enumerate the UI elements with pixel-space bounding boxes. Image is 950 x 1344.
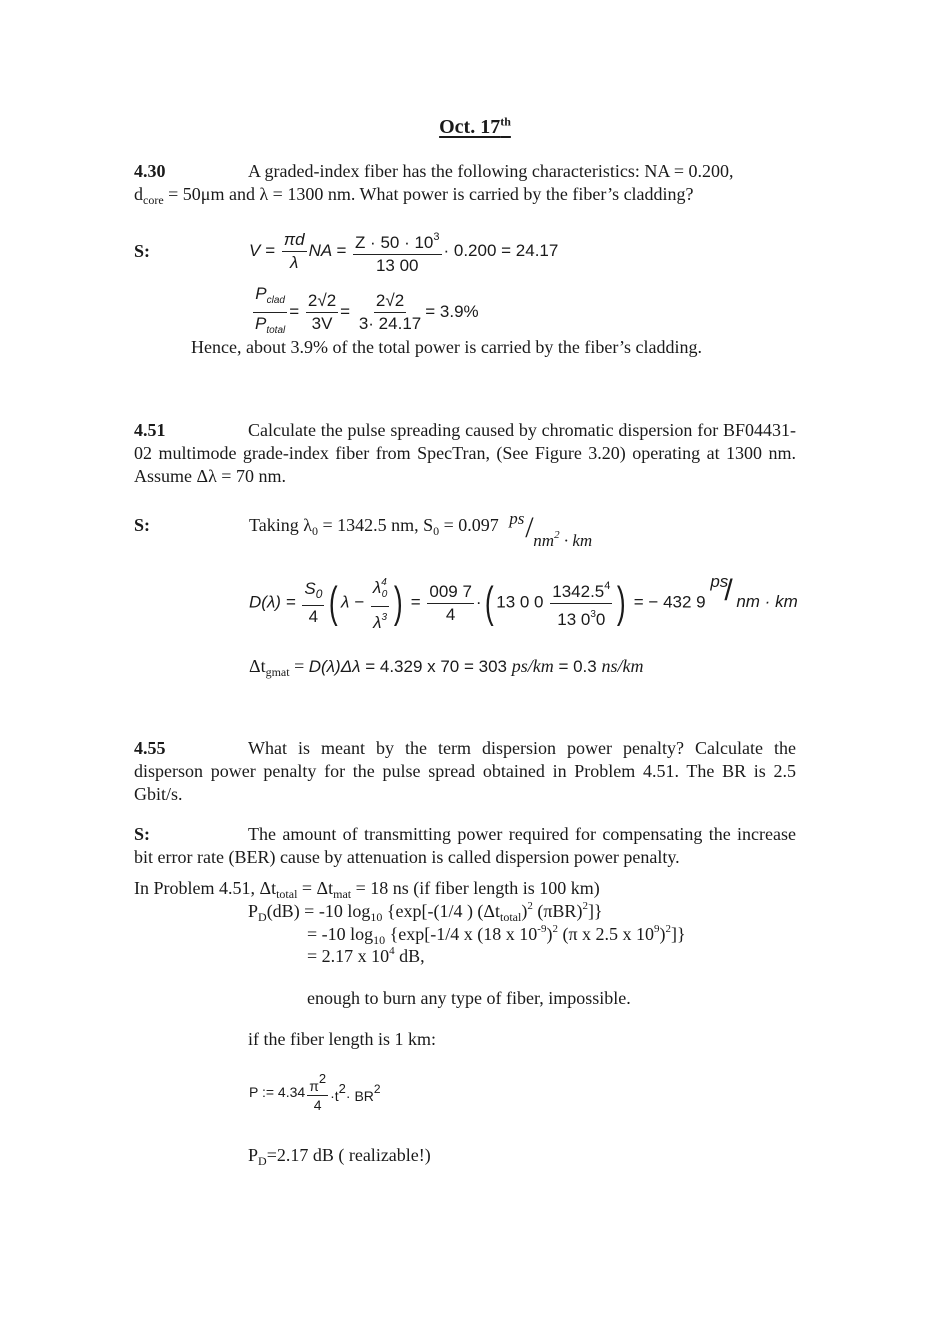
problem-number: 4.51 (134, 420, 166, 440)
text: ) (546, 924, 553, 944)
sub: 0 (381, 589, 388, 600)
text: = 2.17 x 10 (307, 946, 390, 966)
text: ) (659, 924, 666, 944)
sup: 2 (373, 1081, 381, 1096)
text: ps/km (511, 656, 554, 676)
pd-equation-line-1 (248, 900, 603, 925)
text: dB, (394, 946, 425, 966)
problem-4-51-statement (134, 419, 796, 488)
equals: = (289, 301, 300, 321)
solution-label: S: (134, 515, 151, 535)
equation-pclad (251, 283, 479, 342)
frac-den: 3V (311, 314, 333, 333)
unit-den-post: · km (559, 531, 593, 550)
result-text (248, 1145, 431, 1169)
frac-den: 3· 24.17 (358, 314, 422, 333)
frac-den-post: 0 (595, 610, 606, 629)
clad-sub: clad (266, 295, 285, 306)
text: =2.17 dB ( realizable!) (266, 1145, 431, 1165)
frac-den: 4 (445, 604, 456, 624)
pd-equation-line-3 (307, 945, 425, 967)
lambda: λ (372, 578, 382, 597)
frac-num: Z · 50 · 10 (354, 233, 434, 252)
equation-d-lambda: D(λ) = $\frac{S_0}{4}$ ( λ − $\frac{\lambda^4_0}{\lambda^3}$ ) = $\frac{009 7}{4}$ ·( 13 0 0 $\frac{1342.5^4}{13 0^30}$ ) = − 432 9 ps / nm · km (249, 572, 798, 632)
note-text: enough to burn any type of fiber, impossible. (307, 988, 631, 1008)
title-text (439, 116, 511, 138)
eq-rhs: = − 432 9 (633, 592, 706, 612)
frac-den: 13 00 (375, 256, 419, 275)
fraction (302, 578, 324, 628)
frac-sup: 3 (433, 231, 440, 243)
text: D(λ)Δλ (308, 657, 361, 676)
sup: 2 (527, 900, 533, 912)
frac-den: 13 0 (557, 610, 591, 629)
sub: mat (333, 887, 352, 901)
inner-value: 13 0 0 (496, 592, 544, 612)
sup: 4 (604, 580, 611, 592)
unit-num: ps (509, 509, 525, 528)
solution-label: S: (134, 824, 151, 844)
d-symbol: d (134, 184, 143, 204)
left-paren: ( (484, 578, 494, 627)
total-sub: total (266, 325, 286, 336)
equals: = (340, 301, 351, 321)
sup: 3 (381, 612, 388, 623)
equation-delta-t (249, 656, 643, 680)
text: P (248, 1145, 259, 1165)
fraction (550, 575, 612, 631)
p-symbol: P (255, 284, 267, 303)
eq-rhs: · 0.200 = 24.17 (443, 240, 559, 260)
text: In Problem 4.51, Δt (134, 878, 277, 898)
frac-num: 1342.5 (552, 582, 605, 601)
text: P := 4.34 (249, 1084, 306, 1100)
sub: 0 (315, 587, 323, 601)
fraction (306, 290, 338, 335)
text: {exp[-1/4 x (18 x 10 (385, 924, 538, 944)
fraction (357, 290, 423, 335)
text: Δt (249, 656, 266, 676)
text: ·t (330, 1087, 339, 1104)
sub: total (500, 910, 522, 924)
eq-rhs: = 3.9% (425, 301, 479, 321)
unit-num: ps (710, 572, 729, 591)
right-paren: ) (617, 578, 627, 627)
text: = 0.097 (439, 515, 499, 535)
equals: = (410, 592, 421, 612)
text: (π x 2.5 x 10 (557, 924, 655, 944)
frac-den: 4 (313, 1097, 322, 1113)
text: = -10 log (307, 924, 374, 944)
unit-ps-per-nm-km (710, 572, 798, 611)
unit-den-text: nm (533, 531, 555, 550)
problem-text: Calculate the pulse spreading caused by chromatic dispersion for BF04431-02 multimode grade-index fiber from SpecTran, (See Figure 3.20) operating at 1300 nm. Assume Δλ = 70 nm. (134, 420, 796, 486)
problem-number: 4.30 (134, 161, 166, 181)
problem-4-30-statement (134, 160, 796, 212)
text: = Δt (297, 878, 334, 898)
text: Taking λ (249, 515, 312, 535)
sub: 0 (311, 524, 318, 538)
frac-den: λ (289, 253, 299, 272)
sup: 2 (318, 1071, 327, 1086)
sup: 3 (590, 609, 596, 620)
frac-num: 2√2 (374, 290, 406, 313)
fraction (282, 229, 307, 274)
text: = 0.3 (553, 657, 602, 676)
problem-text: What is meant by the term dispersion power penalty? Calculate the disperson power penalty for the pulse spread obtained in Problem 4.51. The BR is 2.5 Gbit/s. (134, 738, 796, 804)
fraction (307, 1070, 328, 1114)
sub: 10 (370, 910, 383, 924)
pi: π (309, 1078, 319, 1094)
left-paren: ( (329, 578, 339, 627)
page-title (0, 114, 950, 139)
s-symbol: S (304, 579, 316, 598)
frac-num: 009 7 (427, 581, 474, 604)
text: {exp[-(1/4 ) (Δt (382, 901, 501, 921)
right-paren: ) (394, 578, 404, 627)
sup: 2 (582, 900, 588, 912)
fraction (427, 581, 474, 626)
text: (πBR) (532, 901, 583, 921)
sub: 10 (373, 933, 386, 947)
text: ]} (671, 924, 686, 944)
text: = 1342.5 nm, S (317, 515, 434, 535)
text: ) (521, 901, 528, 921)
core-subscript: core (143, 193, 164, 207)
sub: D (258, 910, 267, 924)
sup: 2 (338, 1080, 346, 1096)
answer-text: The amount of transmitting power required for compensating the increase bit error rate (BER) cause by attenuation is called dispersion power penalty. (134, 824, 796, 867)
solution-label: S: (134, 241, 151, 261)
delta-t-line (134, 878, 600, 902)
power-formula (249, 1070, 381, 1114)
sup: 9 (654, 923, 660, 935)
title-sup: th (500, 114, 511, 128)
slash-divider: / (525, 511, 534, 544)
text: (dB) = -10 log (266, 901, 371, 921)
frac-den: 4 (308, 607, 319, 626)
text: = 4.329 x 70 = 303 (360, 657, 512, 676)
conclusion-text: Hence, about 3.9% of the total power is carried by the fiber’s cladding. (191, 337, 702, 357)
problem-number: 4.55 (134, 738, 166, 758)
unit-den (533, 529, 592, 551)
sub: total (276, 887, 298, 901)
text: = (289, 656, 309, 676)
fraction (353, 226, 442, 277)
eq-mid: NA = (308, 240, 347, 260)
if-text: if the fiber length is 1 km: (248, 1029, 436, 1049)
problem-text-2: = 50μm and λ = 1300 nm. What power is carried by the fiber’s cladding? (163, 184, 694, 204)
sup: 4 (381, 577, 387, 588)
unit-den: nm · km (736, 592, 798, 611)
sup: 2 (552, 923, 558, 935)
text: ns/km (601, 656, 644, 676)
sub: D (258, 1154, 267, 1168)
title-main: Oct. 17 (439, 115, 501, 138)
frac-num: πd (282, 229, 307, 252)
sup: 4 (389, 945, 395, 957)
text: ]} (587, 901, 603, 921)
sub: gmat (265, 665, 290, 679)
solution-4-55-answer (134, 823, 796, 869)
fraction (371, 572, 390, 634)
slash-divider: / (724, 574, 733, 607)
eq-lhs: V = (249, 240, 275, 260)
frac-num: 2√2 (306, 290, 338, 313)
lambda: λ (373, 613, 382, 632)
taking-line (249, 509, 598, 550)
unit-ps-per-nm2-km (503, 509, 598, 550)
sup: -9 (537, 923, 547, 935)
unit-sup: 2 (554, 529, 560, 541)
text: = 18 ns (if fiber length is 100 km) (351, 878, 600, 898)
sup: 2 (665, 923, 672, 935)
text: · BR (345, 1087, 374, 1104)
problem-text: A graded-index fiber has the following characteristics: NA = 0.200, (248, 161, 734, 181)
lambda-minus: λ − (341, 592, 365, 612)
eq-lhs: D(λ) = (249, 592, 296, 612)
p-symbol: P (255, 314, 267, 333)
sub: 0 (433, 524, 440, 538)
equation-v (249, 226, 558, 277)
problem-4-55-statement (134, 737, 796, 806)
fraction (253, 283, 287, 342)
text: P (248, 901, 259, 921)
